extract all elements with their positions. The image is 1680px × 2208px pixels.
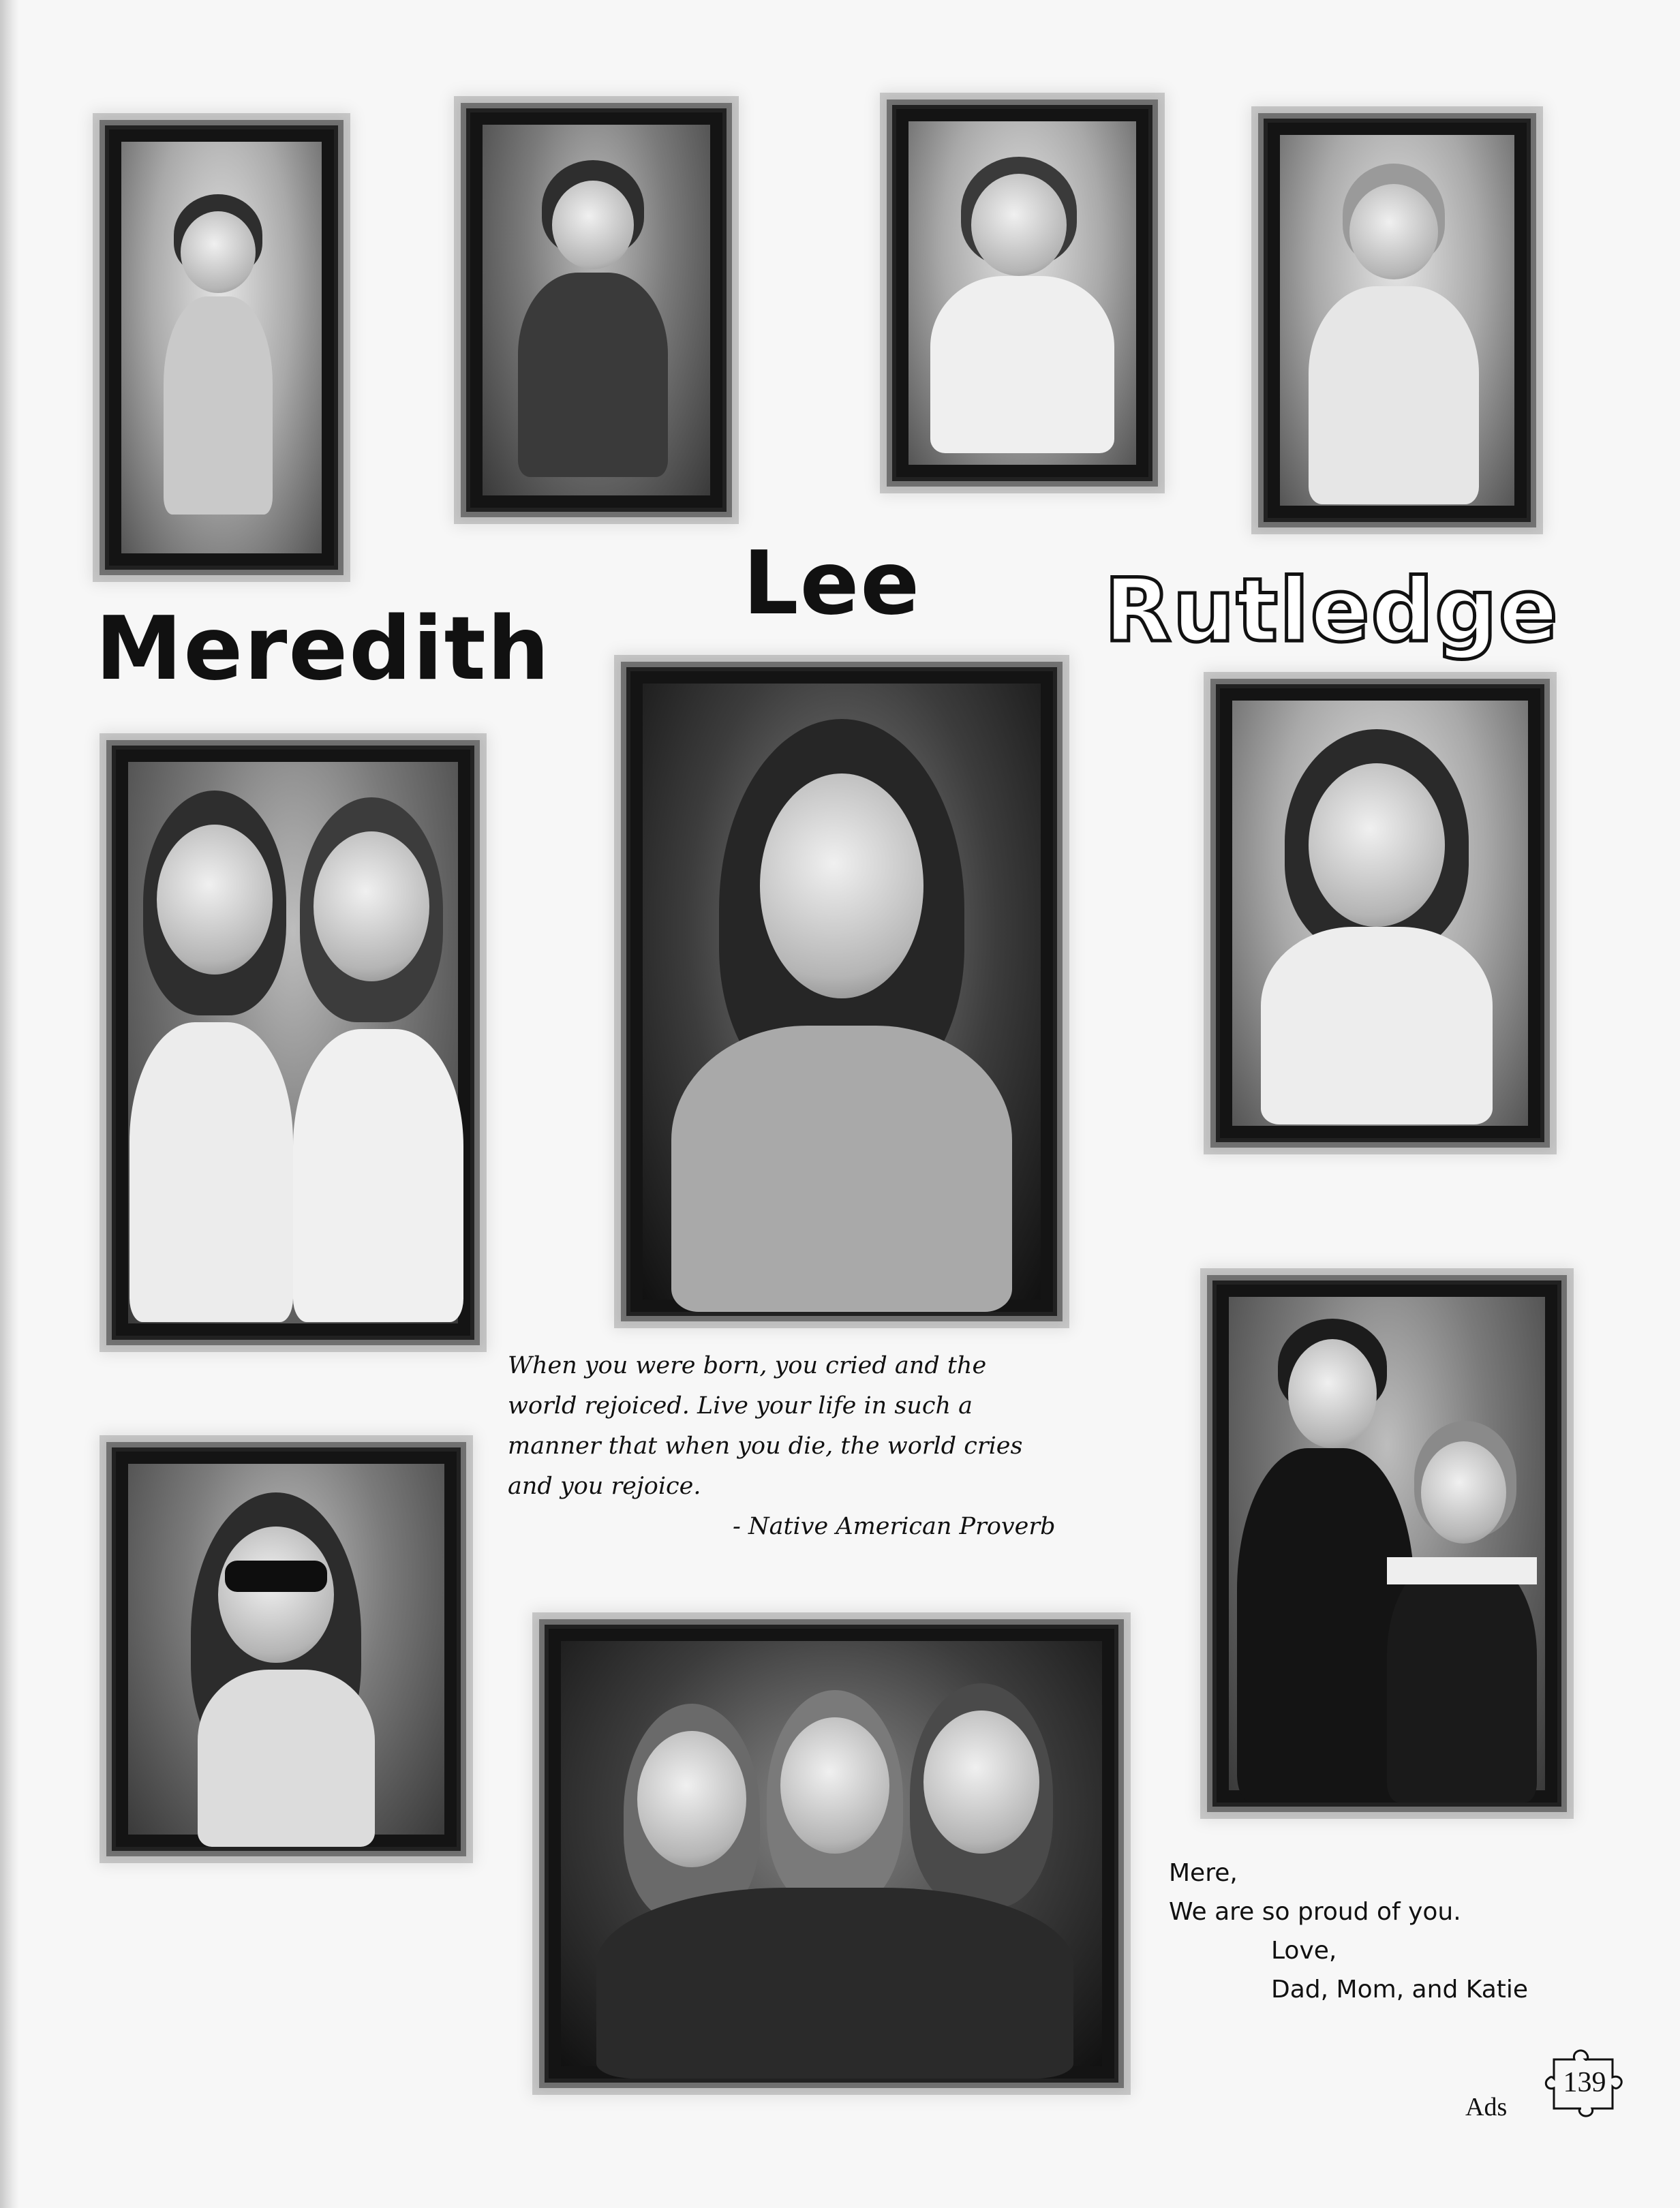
cheerleaders-pair-photo	[116, 750, 470, 1336]
quote-attribution: - Native American Proverb	[733, 1513, 1056, 1540]
first-name-title: Meredith	[95, 598, 551, 700]
page-binding-shadow	[0, 0, 19, 2208]
senior-portrait-photo	[630, 671, 1053, 1312]
page-number	[1542, 2046, 1628, 2119]
toddler-portrait-photo	[1220, 688, 1540, 1138]
toddler-christmas-photo	[470, 112, 722, 508]
quote-line: world rejoiced. Live your life in such a	[508, 1392, 973, 1420]
message-closing: Love,	[1271, 1937, 1337, 1965]
message-signature: Dad, Mom, and Katie	[1271, 1976, 1529, 2004]
middle-name-title: Lee	[743, 533, 921, 634]
child-waving-photo	[896, 109, 1148, 477]
child-costume-photo	[1268, 123, 1527, 518]
quote-line: and you rejoice.	[508, 1473, 701, 1500]
toddler-swimsuit-photo	[109, 129, 334, 566]
proverb-quote	[508, 1346, 1189, 1547]
last-name-title: Rutledge	[1104, 560, 1559, 662]
couple-formal-photo	[1217, 1285, 1557, 1803]
message-greeting: Mere,	[1169, 1859, 1238, 1887]
message-body: We are so proud of you.	[1169, 1898, 1461, 1926]
page-number-text: 139	[1563, 2067, 1606, 2098]
sunglasses-photo	[116, 1452, 457, 1847]
section-label: Ads	[1465, 2093, 1508, 2121]
quote-line: When you were born, you cried and the	[508, 1352, 987, 1379]
parent-message	[1169, 1854, 1612, 2009]
three-girls-photo	[549, 1629, 1114, 2079]
quote-line: manner that when you die, the world cries	[508, 1432, 1023, 1460]
